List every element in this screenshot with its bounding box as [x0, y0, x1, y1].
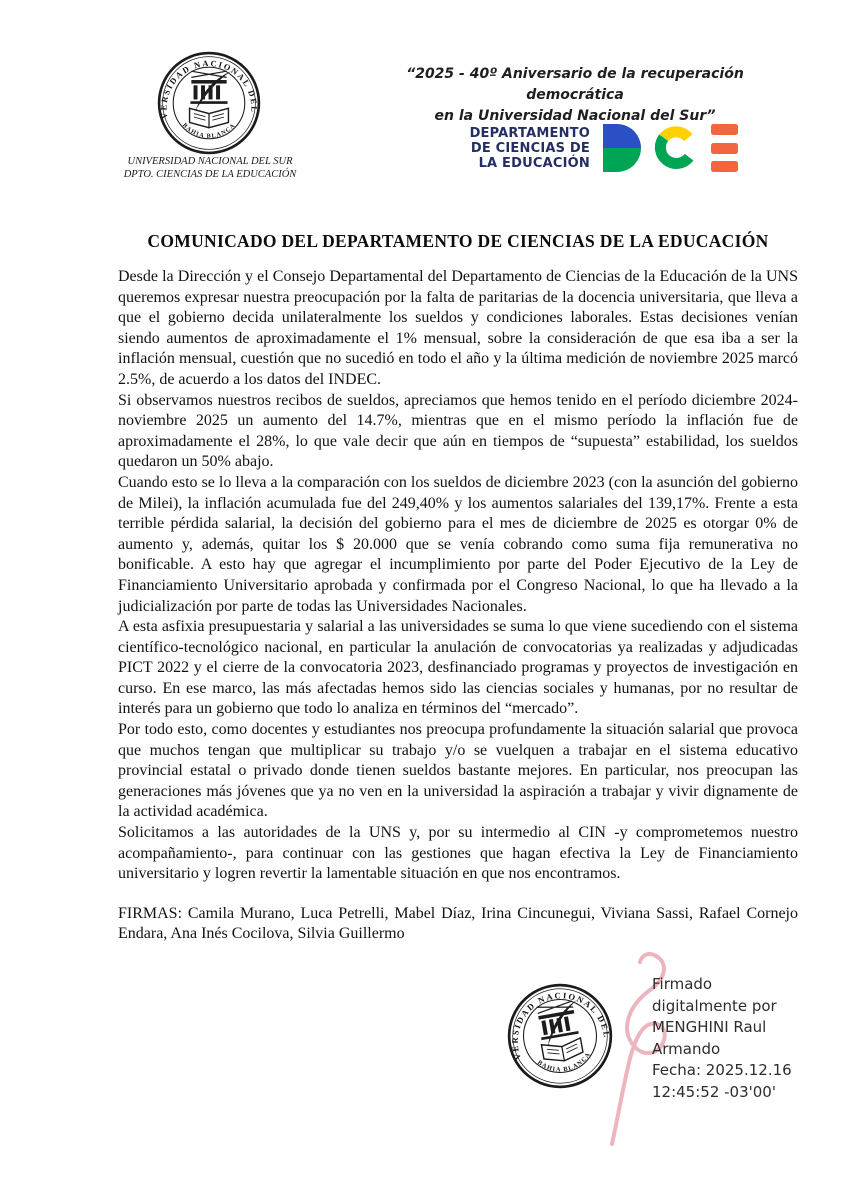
seal-caption-line2: DPTO. CIENCIAS DE LA EDUCACIÓN	[123, 168, 297, 180]
seal-caption	[110, 156, 310, 181]
dce-letter-e-bar	[711, 124, 738, 135]
dce-wordmark-line3: LA EDUCACIÓN	[478, 155, 590, 171]
anniversary-quote-line1: “2025 - 40º Aniversario de la recuperación democrática	[406, 66, 744, 103]
signatures-line: FIRMAS: Camila Murano, Luca Petrelli, Mabel Díaz, Irina Cincunegui, Viviana Sassi, Rafael Cornejo Endara, Ana Inés Cocilova, Silvia Guillermo	[118, 904, 798, 943]
digital-signature-line: Firmado	[652, 975, 713, 993]
digital-signature-text	[652, 974, 827, 1103]
paragraph: Por todo esto, como docentes y estudiantes nos preocupa profundamente la situación salarial que provoca que muchos tengan que multiplicar su trabajo y/o se vuelquen a trabajar en el sistema educativo provincial estatal o privado donde tienen sueldos bastante mejores. En particular, nos preocupan las generaciones más jóvenes que ya no ven en la universidad la aspiración a trabajar y vivir dignamente de la actividad académica.	[118, 721, 798, 821]
paragraph: A esta asfixia presupuestaria y salarial a las universidades se suma lo que viene sucediendo con el sistema científico-tecnológico nacional, en particular la anulación de convocatorias ya realizadas y adjudicadas PICT 2022 y el cierre de la convocatoria 2023, desfinanciado programas y proyectos de investigación en curso. En ese marco, las más afectadas hemos sido las ciencias sociales y humanas, por no resultar de interés para un gobierno que todo lo analiza en términos del “mercado”.	[118, 618, 798, 718]
digital-signature-line: digitalmente por	[652, 996, 777, 1015]
page-title: COMUNICADO DEL DEPARTAMENTO DE CIENCIAS DE LA EDUCACIÓN	[147, 231, 769, 251]
dce-letter-d-icon	[603, 124, 641, 172]
dce-wordmark-line2: DE CIENCIAS DE	[470, 140, 590, 156]
university-seal-icon	[156, 50, 262, 156]
digital-signature-line: 12:45:52 -03'00'	[652, 1082, 776, 1101]
dce-letter-e-icon	[711, 124, 738, 172]
dce-wordmark-line1: DEPARTAMENTO	[469, 125, 590, 141]
dce-wordmark	[462, 126, 590, 171]
dce-letter-e-bar	[711, 161, 738, 172]
dce-letter-c-icon	[654, 124, 698, 172]
university-seal-stamp-icon	[497, 973, 622, 1098]
seal-caption-line1: UNIVERSIDAD NACIONAL DEL SUR	[127, 156, 293, 167]
digital-signature-line: Armando	[652, 1039, 721, 1058]
anniversary-quote	[365, 64, 785, 127]
paragraph: Solicitamos a las autoridades de la UNS y, por su intermedio al CIN -y comprometemos nuestro acompañamiento-, para continuar con las gestiones que hagan efectiva la Ley de Financiamiento universitario y logren revertir la lamentable situación en que nos encontramos.	[118, 824, 798, 883]
paragraph: Cuando esto se lo lleva a la comparación con los sueldos de diciembre 2023 (con la asunción del gobierno de Milei), la inflación acumulada fue del 249,40% y los aumentos salariales del 139,17%. Frente a esta terrible pérdida salarial, la decisión del gobierno para el mes de diciembre de 2025 es otorgar 0% de aumento y, además, quitar los $ 20.000 que se venía cobrando como suma fija remunerativa no bonificable. A esto hay que agregar el incumplimiento por parte del Poder Ejecutivo de la Ley de Financiamiento Universitario aprobada y confirmada por el Congreso Nacional, lo que ha llevado a la judicialización por parte de todas las Universidades Nacionales.	[118, 473, 798, 615]
document-body	[118, 267, 798, 945]
dce-letter-e-bar	[711, 143, 738, 154]
digital-signature-line: Fecha: 2025.12.16	[652, 1061, 792, 1079]
paragraph: Desde la Dirección y el Consejo Departamental del Departamento de Ciencias de la Educación de la UNS queremos expresar nuestra preocupación por la falta de paritarias de la docencia universitaria, que lleva a que el gobierno decida unilateralmente los sueldos y condiciones laborales. Estas decisiones venían siendo aumentos de aproximadamente el 1% mensual, sobre la consideración de que esa iba a ser la inflación mensual, cuestión que no sucedió en todo el año y la última medición de noviembre 2025 marcó 2.5%, de acuerdo a los datos del INDEC.	[118, 268, 798, 388]
dce-department-logo	[462, 124, 738, 172]
paragraph: Si observamos nuestros recibos de sueldos, apreciamos que hemos tenido en el período diciembre 2024-noviembre 2025 un aumento del 14.7%, mientras que en el mismo período la inflación fue de aproximadamente el 28%, lo que vale decir que aún en tiempos de “supuesta” estabilidad, los sueldos quedaron un 50% abajo.	[118, 391, 798, 471]
digital-signature-line: MENGHINI Raul	[652, 1018, 767, 1036]
anniversary-quote-line2: en la Universidad Nacional del Sur”	[434, 108, 716, 124]
